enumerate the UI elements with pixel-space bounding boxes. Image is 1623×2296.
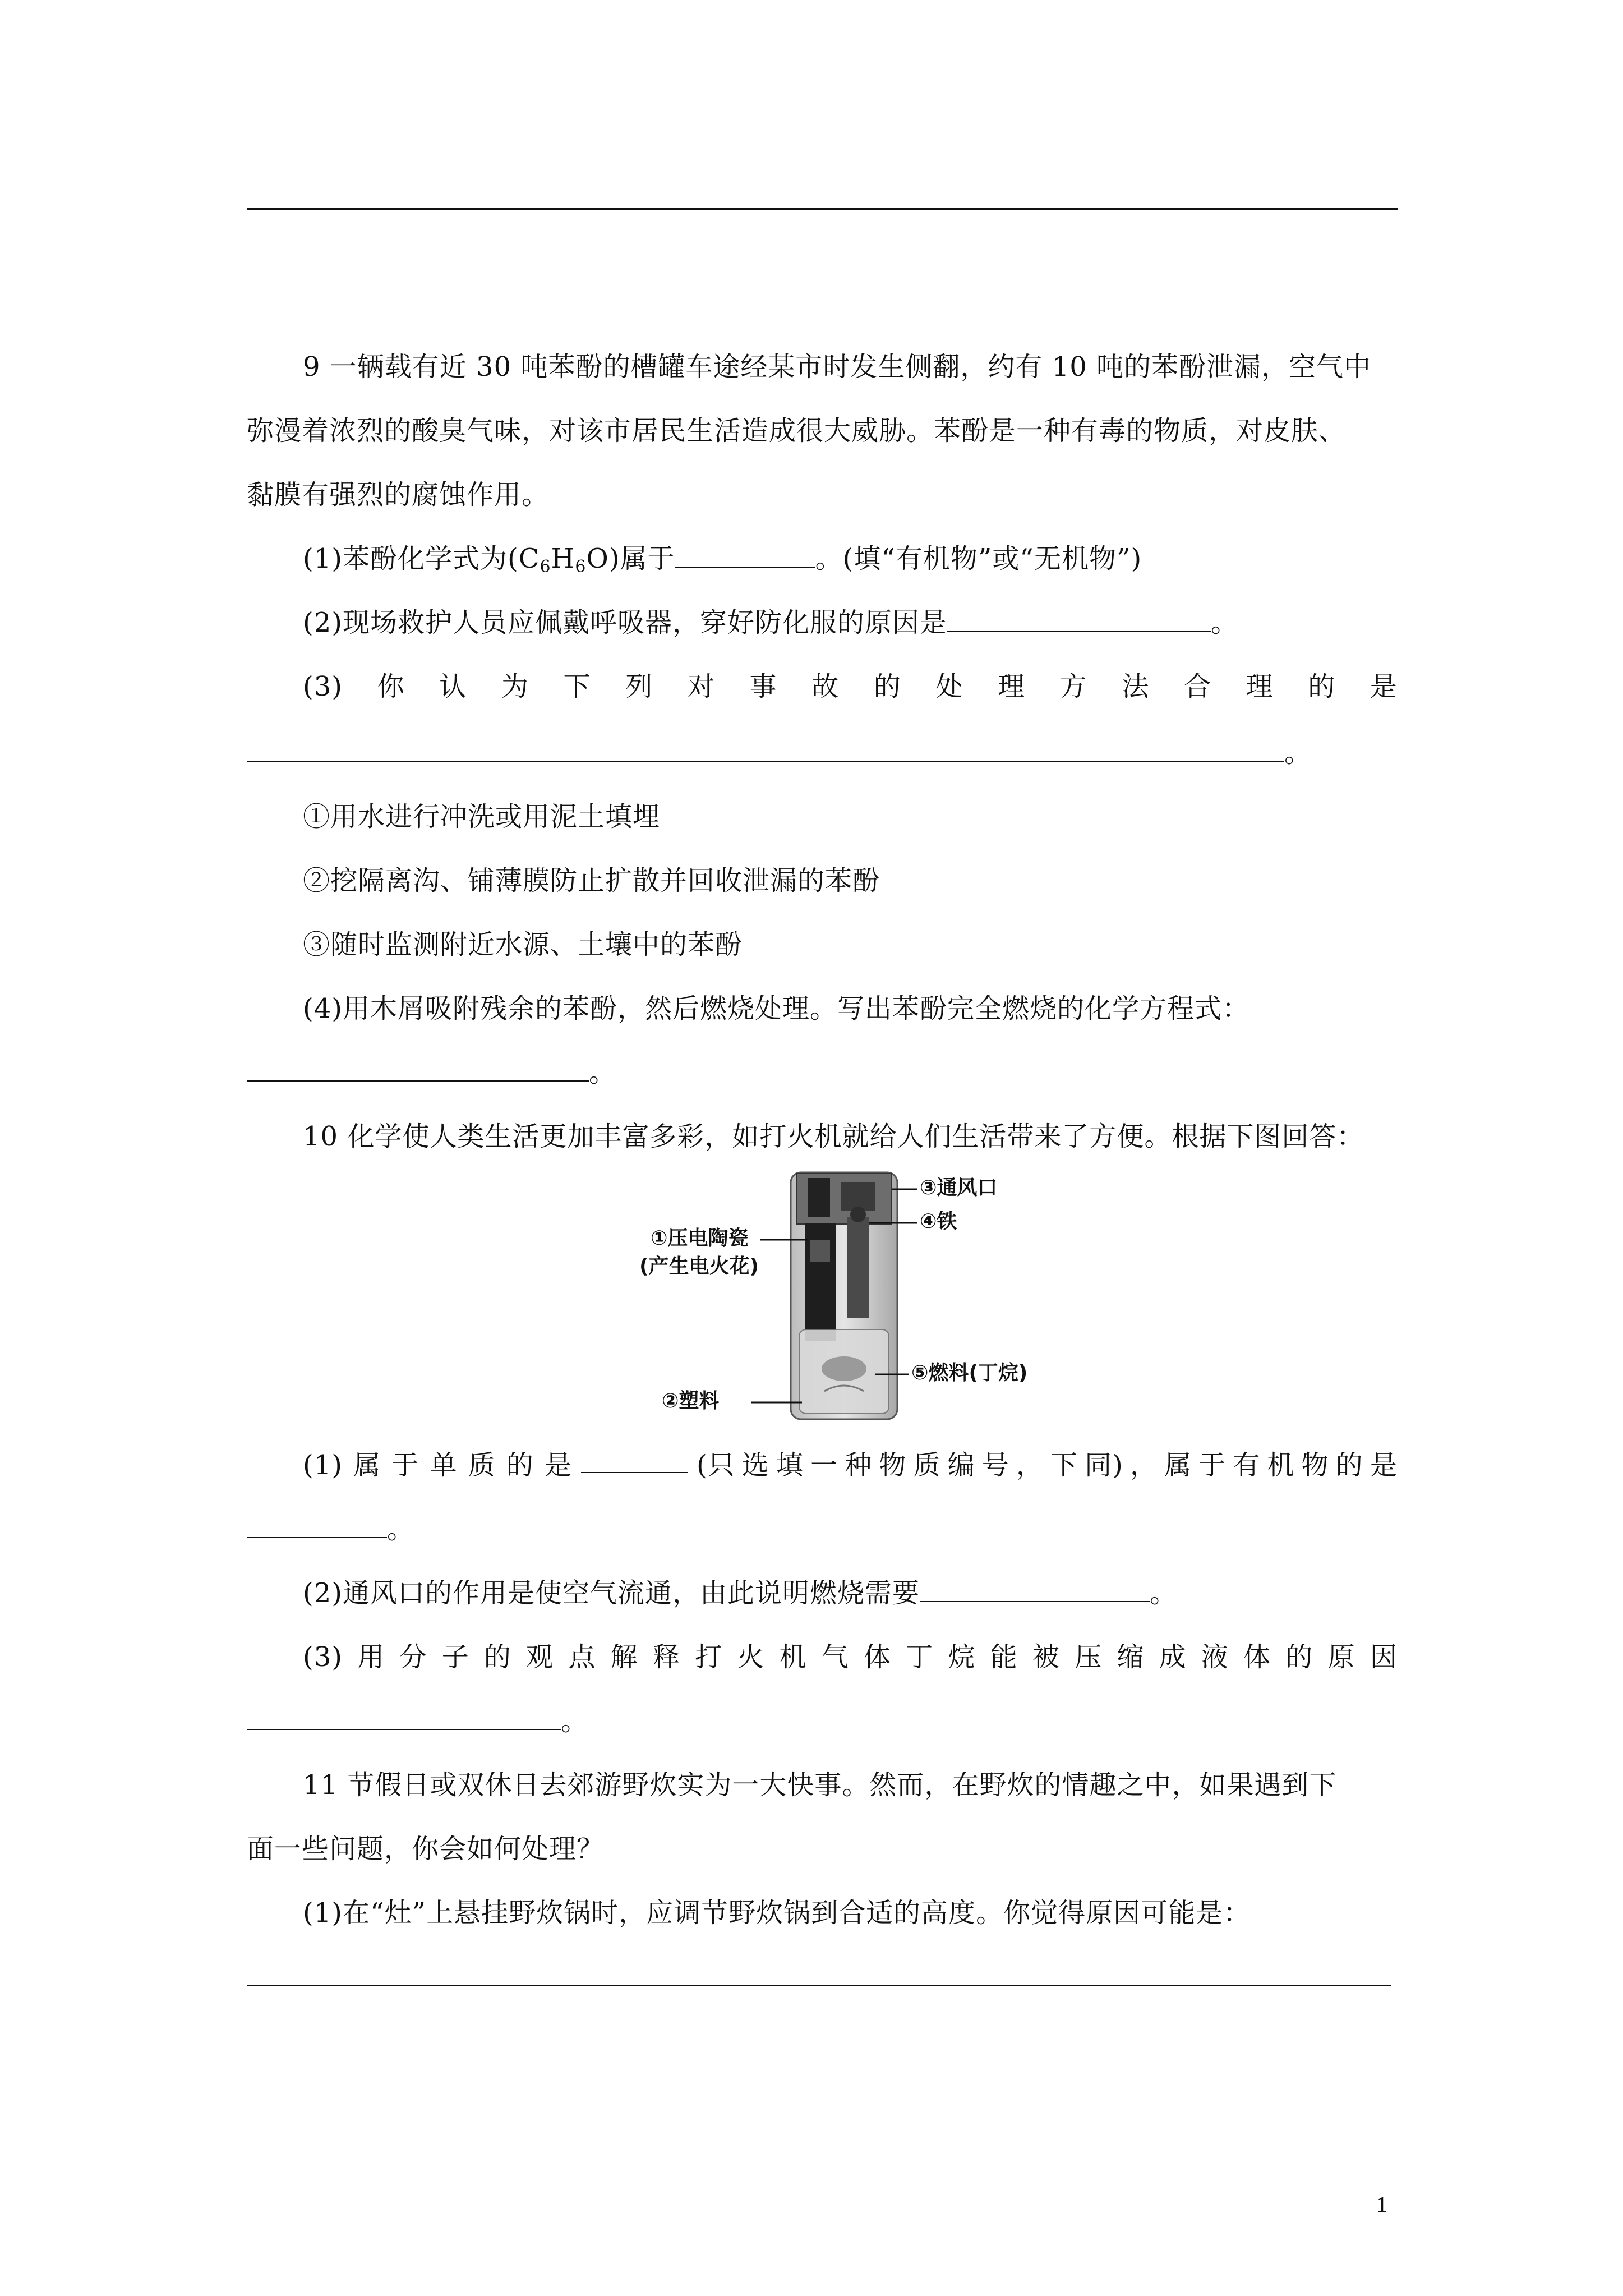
q10-part3-char: 的 bbox=[1285, 1641, 1313, 1673]
q10-part3-answer: 。 bbox=[247, 1704, 588, 1738]
page-number: 1 bbox=[1376, 2192, 1387, 2217]
q10-part1-char: 下 bbox=[1050, 1450, 1078, 1481]
q9-option3: ③随时监测附近水源、土壤中的苯酚 bbox=[303, 929, 743, 960]
q10-part3-char: 缩 bbox=[1117, 1641, 1145, 1673]
q10-part3-char: 液 bbox=[1201, 1641, 1229, 1673]
q9-part3 bbox=[303, 670, 1398, 703]
q10-part1-blank2[interactable] bbox=[247, 1513, 387, 1538]
q9-part4-answer: 。 bbox=[247, 1056, 616, 1089]
header-rule bbox=[247, 208, 1398, 210]
q9-part3-char: (3) bbox=[303, 671, 343, 702]
q10-part1-char: 质 bbox=[468, 1450, 496, 1481]
q9-part3-char: 法 bbox=[1122, 671, 1150, 702]
q9-line3: 黏膜有强烈的腐蚀作用。 bbox=[247, 479, 550, 510]
label-vent: ③通风口 bbox=[920, 1176, 998, 1199]
q10-part1-char: ， bbox=[1016, 1450, 1044, 1481]
q10-part1-char: 的 bbox=[1335, 1450, 1363, 1481]
q9-part3-char: 理 bbox=[1246, 671, 1274, 702]
q10-part3-char: 体 bbox=[864, 1641, 892, 1673]
q11-part1-blank[interactable] bbox=[247, 1961, 1391, 1986]
q10-part1-char: 一 bbox=[810, 1450, 838, 1481]
q9-part3-char: 事 bbox=[749, 671, 777, 702]
q10-part3-char: 火 bbox=[737, 1641, 765, 1673]
q9-part3-char: 你 bbox=[377, 671, 405, 702]
q10-part3-char: 被 bbox=[1032, 1641, 1060, 1673]
label-spark: (产生电火花) bbox=[639, 1255, 759, 1278]
q11-part1-answer bbox=[247, 1960, 1391, 1994]
q9-part3-blank[interactable] bbox=[247, 737, 1284, 762]
q9-part3-answer: 。 bbox=[247, 736, 1312, 770]
q10-part1-char: 是 bbox=[1370, 1450, 1398, 1481]
q10-part3-char: 压 bbox=[1075, 1641, 1103, 1673]
q9-part1-blank[interactable] bbox=[675, 543, 815, 568]
q9-option1: ①用水进行冲洗或用泥土填埋 bbox=[303, 801, 661, 832]
q9-part3-char: 处 bbox=[935, 671, 963, 702]
q9-part3-char: 认 bbox=[439, 671, 467, 702]
q10-part1-char: 质 bbox=[913, 1450, 941, 1481]
q9-part3-char: 为 bbox=[501, 671, 529, 702]
q9-line1: 9 一辆载有近 30 吨苯酚的槽罐车途经某市时发生侧翻，约有 10 吨的苯酚泄漏，空气中 bbox=[303, 351, 1371, 383]
label-iron: ④铁 bbox=[920, 1210, 957, 1233]
q10-part1-char: 有 bbox=[1233, 1450, 1261, 1481]
q9-part1: (1)苯酚化学式为$(C_6H_6O)$属于 。(填“有机物”或“无机物”) bbox=[303, 543, 1142, 577]
q11-line2: 面一些问题，你会如何处理？ bbox=[247, 1833, 605, 1865]
q9-part3-char: 是 bbox=[1370, 671, 1398, 702]
q10-part3-char: 原 bbox=[1327, 1641, 1355, 1673]
q11-line1: 11 节假日或双休日去郊游野炊实为一大快事。然而，在野炊的情趣之中，如果遇到下 bbox=[303, 1769, 1337, 1801]
q9-part3-char: 的 bbox=[873, 671, 901, 702]
q10-part3-blank[interactable] bbox=[247, 1705, 561, 1730]
q9-part3-char: 对 bbox=[687, 671, 715, 702]
q9-part4: (4)用木屑吸附残余的苯酚，然后燃烧处理。写出苯酚完全燃烧的化学方程式： bbox=[303, 993, 1249, 1024]
q10-part1-char: 单 bbox=[430, 1450, 458, 1481]
q10-part1-char: 于 bbox=[1198, 1450, 1227, 1481]
q10-part1-char: 于 bbox=[391, 1450, 419, 1481]
q10-part3-char: 成 bbox=[1159, 1641, 1187, 1673]
q10-part3-char: 分 bbox=[399, 1641, 427, 1673]
q10-part3-char: 观 bbox=[526, 1641, 554, 1673]
q10-part3-char: 能 bbox=[990, 1641, 1018, 1673]
q10-part1-char: 属 bbox=[1164, 1450, 1192, 1481]
q10-part1-char: 物 bbox=[879, 1450, 907, 1481]
q10-part3-char: 烷 bbox=[948, 1641, 976, 1673]
q10-part1-char: 选 bbox=[741, 1450, 769, 1481]
q10-part2-blank[interactable] bbox=[920, 1577, 1150, 1602]
q10-part1-char: 属 bbox=[353, 1450, 381, 1481]
q10-part3-char: 子 bbox=[441, 1641, 469, 1673]
q10-part1-char: ， bbox=[1129, 1450, 1158, 1481]
q10-intro: 10 化学使人类生活更加丰富多彩，如打火机就给人们生活带来了方便。根据下图回答： bbox=[303, 1121, 1364, 1152]
q9-part2-blank[interactable] bbox=[947, 607, 1211, 632]
q10-part1-char: (1) bbox=[303, 1450, 343, 1481]
q10-part2: (2)通风口的作用是使空气流通，由此说明燃烧需要 。 bbox=[303, 1577, 1178, 1609]
q10-part3-char: 因 bbox=[1370, 1641, 1398, 1673]
q9-part3-char: 下 bbox=[563, 671, 591, 702]
label-fuel: ⑤燃料(丁烷) bbox=[911, 1361, 1028, 1384]
q9-option2: ②挖隔离沟、铺薄膜防止扩散并回收泄漏的苯酚 bbox=[303, 865, 880, 896]
q10-part3-char: (3) bbox=[303, 1641, 343, 1673]
q10-part3-char: 点 bbox=[568, 1641, 596, 1673]
lighter-illustration bbox=[639, 1167, 1066, 1425]
q10-part1-answer: 。 bbox=[247, 1512, 414, 1546]
q10-part3-char: 打 bbox=[695, 1641, 723, 1673]
q10-part1-char: 物 bbox=[1301, 1450, 1329, 1481]
q10-part1 bbox=[303, 1448, 1398, 1482]
q9-part4-blank[interactable] bbox=[247, 1057, 589, 1082]
label-ceramic: ①压电陶瓷 bbox=[651, 1227, 749, 1250]
q10-part3-char: 体 bbox=[1243, 1641, 1271, 1673]
q9-part3-char: 理 bbox=[998, 671, 1026, 702]
q10-part1-char: 种 bbox=[845, 1450, 873, 1481]
q10-part1-blank1[interactable] bbox=[581, 1448, 688, 1473]
q11-part1: (1)在“灶”上悬挂野炊锅时，应调节野炊锅到合适的高度。你觉得原因可能是： bbox=[303, 1897, 1251, 1929]
q9-part3-char: 列 bbox=[625, 671, 653, 702]
q10-part1-char: (只 bbox=[697, 1450, 735, 1481]
q9-part3-char: 故 bbox=[811, 671, 840, 702]
q10-part3-char: 气 bbox=[821, 1641, 849, 1673]
q10-part1-char: 编 bbox=[947, 1450, 975, 1481]
q9-part3-char: 方 bbox=[1059, 671, 1087, 702]
q10-part3-char: 释 bbox=[652, 1641, 680, 1673]
q9-part3-char: 的 bbox=[1308, 671, 1336, 702]
label-plastic: ②塑料 bbox=[662, 1389, 720, 1412]
q9-part2: (2)现场救护人员应佩戴呼吸器，穿好防化服的原因是 。 bbox=[303, 607, 1239, 638]
q10-part1-char: 是 bbox=[544, 1450, 572, 1481]
q9-line2: 弥漫着浓烈的酸臭气味，对该市居民生活造成很大威胁。苯酚是一种有毒的物质，对皮肤、 bbox=[247, 415, 1347, 447]
q10-part1-char: 同) bbox=[1085, 1450, 1123, 1481]
q10-part1-char: 机 bbox=[1267, 1450, 1295, 1481]
q10-part3-char: 用 bbox=[357, 1641, 385, 1673]
q10-part3 bbox=[303, 1640, 1398, 1674]
q10-part1-char: 的 bbox=[506, 1450, 534, 1481]
q10-part3-char: 解 bbox=[610, 1641, 638, 1673]
q10-part3-char: 机 bbox=[779, 1641, 807, 1673]
q10-part1-char: 号 bbox=[981, 1450, 1009, 1481]
q10-part1-char: 填 bbox=[776, 1450, 804, 1481]
lighter-figure bbox=[639, 1167, 1066, 1425]
q9-part3-char: 合 bbox=[1183, 671, 1211, 702]
q10-part3-char: 丁 bbox=[906, 1641, 934, 1673]
q10-part3-char: 的 bbox=[483, 1641, 511, 1673]
